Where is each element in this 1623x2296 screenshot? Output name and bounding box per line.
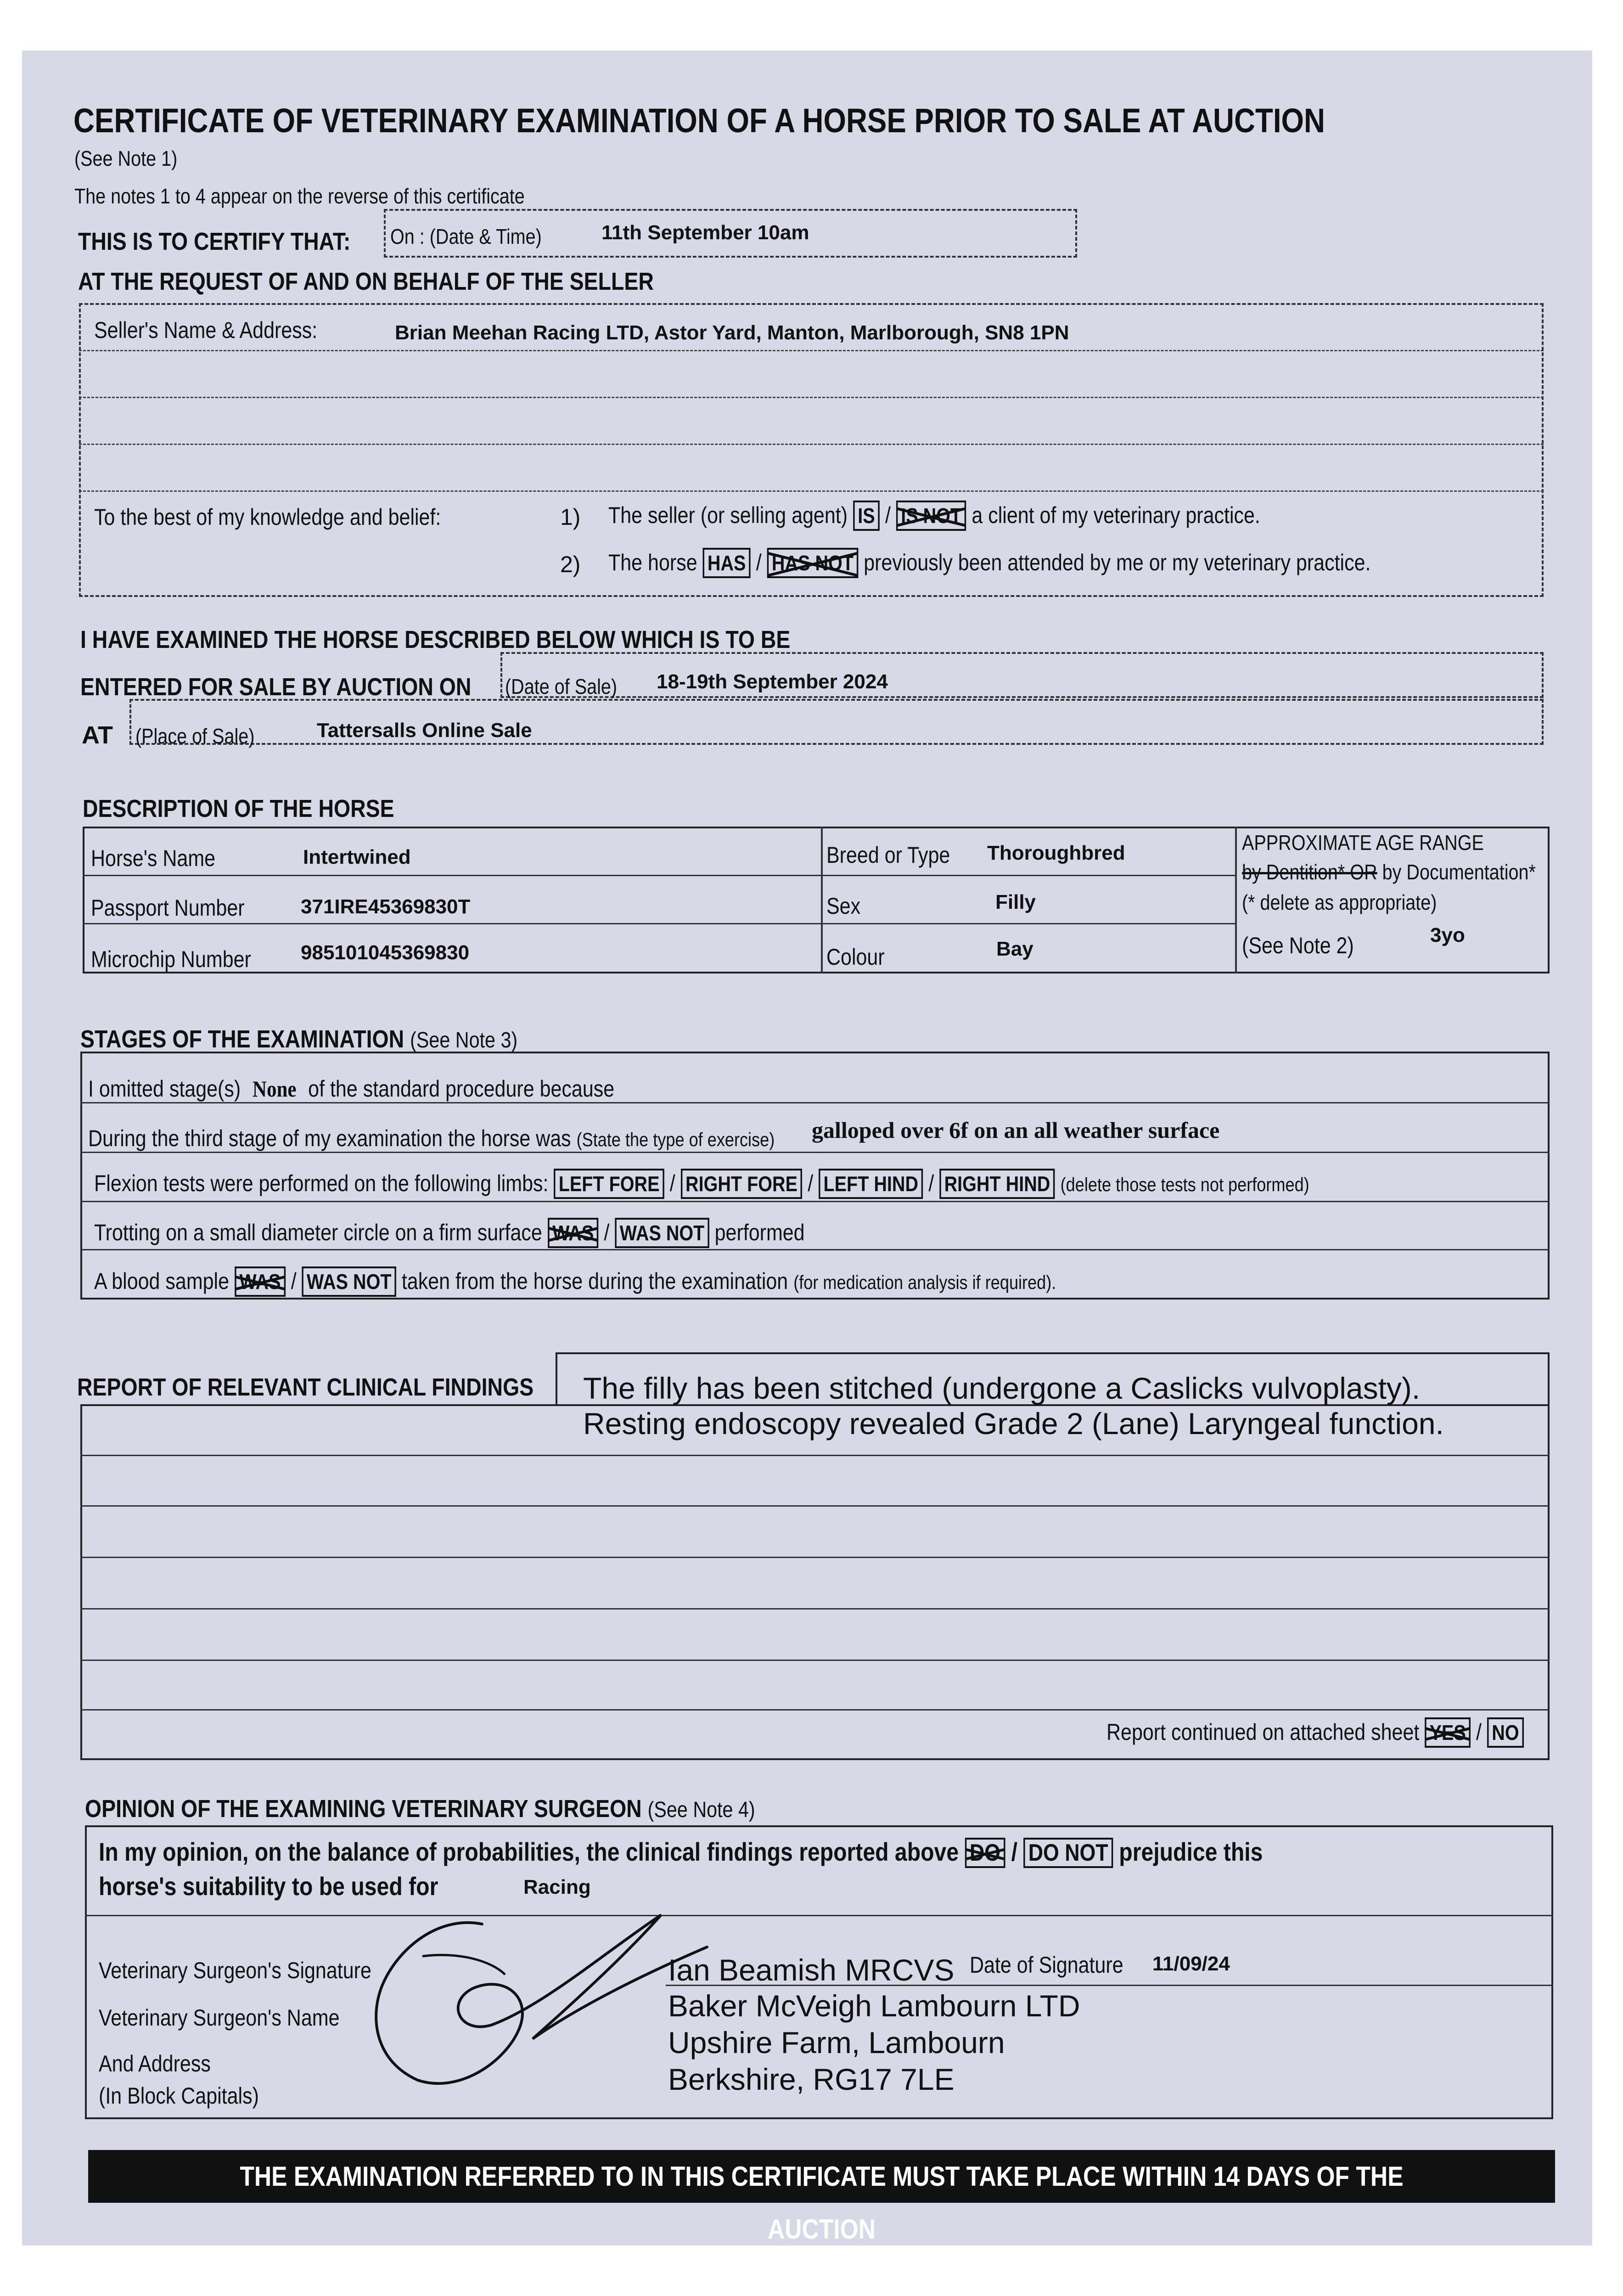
finding-line-1: The filly has been stitched (undergone a Caslicks vulvoplasty). xyxy=(583,1371,1421,1405)
trot-was-option[interactable]: WAS xyxy=(548,1218,599,1248)
omitted-value: None xyxy=(252,1076,297,1102)
seller-label: Seller's Name & Address: xyxy=(94,317,318,343)
age-heading: APPROXIMATE AGE RANGE xyxy=(1242,831,1484,855)
passport-value: 371IRE45369830T xyxy=(301,895,471,918)
description-heading: DESCRIPTION OF THE HORSE xyxy=(83,795,394,822)
footer-banner xyxy=(88,2150,1555,2245)
at-label: AT xyxy=(82,721,113,749)
breed-label: Breed or Type xyxy=(826,842,950,868)
address-line-2: Upshire Farm, Lambourn xyxy=(668,2026,1005,2060)
microchip-label: Microchip Number xyxy=(91,946,251,972)
flexion-line: Flexion tests were performed on the following limbs: LEFT FORE / RIGHT FORE / LEFT HIND / RIGHT HIND (delete those tests not performed) xyxy=(94,1169,1309,1199)
opinion-line-2: horse's suitability to be used for xyxy=(99,1872,438,1901)
statement-2: The horse HAS / HAS NOT previously been attended by me or my veterinary practice. xyxy=(608,548,1370,578)
date-of-sale-label: (Date of Sale) xyxy=(505,675,618,698)
continued-yes-option[interactable]: YES xyxy=(1425,1717,1471,1748)
notes-line: The notes 1 to 4 appear on the reverse of this certificate xyxy=(74,184,525,208)
trotting-line: Trotting on a small diameter circle on a firm surface WAS / WAS NOT performed xyxy=(94,1218,805,1248)
vet-name-label: Veterinary Surgeon's Name xyxy=(99,2005,340,2031)
left-fore-option[interactable]: LEFT FORE xyxy=(554,1169,664,1199)
passport-label: Passport Number xyxy=(91,895,245,921)
has-not-option[interactable]: HAS NOT xyxy=(767,548,859,578)
date-of-signature-value: 11/09/24 xyxy=(1152,1953,1230,1975)
age-dentition-struck: by Dentition* OR xyxy=(1242,860,1377,884)
age-delete-note: (* delete as appropriate) xyxy=(1242,890,1437,914)
place-of-sale-label: (Place of Sale) xyxy=(135,724,255,748)
is-option[interactable]: IS xyxy=(853,501,880,531)
age-basis xyxy=(1242,860,1536,884)
address-line-3: Berkshire, RG17 7LE xyxy=(668,2062,955,2096)
seller-value: Brian Meehan Racing LTD, Astor Yard, Manton, Marlborough, SN8 1PN xyxy=(395,321,1069,344)
date-of-signature-label: Date of Signature xyxy=(970,1952,1123,1978)
continued-no-option[interactable]: NO xyxy=(1487,1717,1524,1748)
see-note-1: (See Note 1) xyxy=(74,146,178,170)
right-hind-option[interactable]: RIGHT HIND xyxy=(939,1169,1055,1199)
signature-label: Veterinary Surgeon's Signature xyxy=(99,1958,371,1983)
block-capitals-label: (In Block Capitals) xyxy=(99,2083,259,2109)
certify-label: THIS IS TO CERTIFY THAT: xyxy=(78,228,351,255)
report-heading: REPORT OF RELEVANT CLINICAL FINDINGS xyxy=(77,1373,534,1401)
statement-1: The seller (or selling agent) IS / IS NOT a client of my veterinary practice. xyxy=(608,501,1260,531)
age-value: 3yo xyxy=(1430,924,1465,946)
statement-2-number: 2) xyxy=(560,551,581,577)
opinion-heading: OPINION OF THE EXAMINING VETERINARY SURGEON (See Note 4) xyxy=(85,1795,755,1823)
certificate-title: CERTIFICATE OF VETERINARY EXAMINATION OF A HORSE PRIOR TO SALE AT AUCTION xyxy=(73,101,1325,140)
breed-value: Thoroughbred xyxy=(987,842,1125,864)
horse-name-value: Intertwined xyxy=(303,846,411,868)
third-stage-value: galloped over 6f on an all weather surface xyxy=(812,1117,1220,1143)
colour-label: Colour xyxy=(826,944,885,970)
is-not-option[interactable]: IS NOT xyxy=(896,501,966,531)
date-of-sale-value: 18-19th September 2024 xyxy=(657,670,888,693)
place-of-sale-value: Tattersalls Online Sale xyxy=(317,719,532,742)
right-fore-option[interactable]: RIGHT FORE xyxy=(681,1169,803,1199)
stages-heading: STAGES OF THE EXAMINATION (See Note 3) xyxy=(80,1025,518,1053)
colour-value: Bay xyxy=(996,938,1033,960)
vet-name-value: Ian Beamish MRCVS xyxy=(668,1953,955,1987)
report-box xyxy=(80,1404,1550,1760)
opinion-text: In my opinion, on the balance of probabilities, the clinical findings reported above DO / DO NOT prejudice this xyxy=(99,1837,1263,1868)
address-label: And Address xyxy=(99,2051,211,2077)
examined-line-1: I HAVE EXAMINED THE HORSE DESCRIBED BELOW WHICH IS TO BE xyxy=(80,626,791,653)
sex-label: Sex xyxy=(826,893,861,919)
has-option[interactable]: HAS xyxy=(703,548,751,578)
blood-was-not-option[interactable]: WAS NOT xyxy=(302,1266,396,1297)
age-documentation: by Documentation* xyxy=(1382,860,1536,884)
blood-sample-line: A blood sample WAS / WAS NOT taken from the horse during the examination (for medication analysis if required). xyxy=(94,1266,1056,1297)
knowledge-label: To the best of my knowledge and belief: xyxy=(94,504,441,530)
sex-value: Filly xyxy=(995,891,1036,913)
footer-text: THE EXAMINATION REFERRED TO IN THIS CERTIFICATE MUST TAKE PLACE WITHIN 14 DAYS OF THE AUCTION xyxy=(240,2161,1404,2245)
trot-was-not-option[interactable]: WAS NOT xyxy=(615,1218,709,1248)
microchip-value: 985101045369830 xyxy=(301,941,470,964)
address-line-1: Baker McVeigh Lambourn LTD xyxy=(668,1989,1080,2023)
finding-line-2: Resting endoscopy revealed Grade 2 (Lane) Laryngeal function. xyxy=(583,1407,1444,1441)
third-stage-line: During the third stage of my examination the horse was (State the type of exercise) xyxy=(88,1125,775,1151)
omitted-line: I omitted stage(s) None of the standard procedure because xyxy=(88,1076,615,1102)
blood-was-option[interactable]: WAS xyxy=(235,1266,286,1297)
statement-1-number: 1) xyxy=(560,504,581,530)
on-date-value: 11th September 10am xyxy=(601,221,809,244)
signature-mark xyxy=(367,1896,716,2094)
do-option[interactable]: DO xyxy=(965,1838,1005,1868)
request-heading: AT THE REQUEST OF AND ON BEHALF OF THE SELLER xyxy=(78,268,654,295)
examined-line-2: ENTERED FOR SALE BY AUCTION ON xyxy=(80,673,472,701)
horse-name-label: Horse's Name xyxy=(91,845,216,871)
use-value: Racing xyxy=(523,1876,591,1898)
on-date-label: On : (Date & Time) xyxy=(390,225,542,248)
age-see-note-2: (See Note 2) xyxy=(1242,933,1354,958)
do-not-option[interactable]: DO NOT xyxy=(1023,1838,1113,1868)
report-continued-line: Report continued on attached sheet YES / NO xyxy=(1106,1717,1524,1748)
left-hind-option[interactable]: LEFT HIND xyxy=(819,1169,923,1199)
